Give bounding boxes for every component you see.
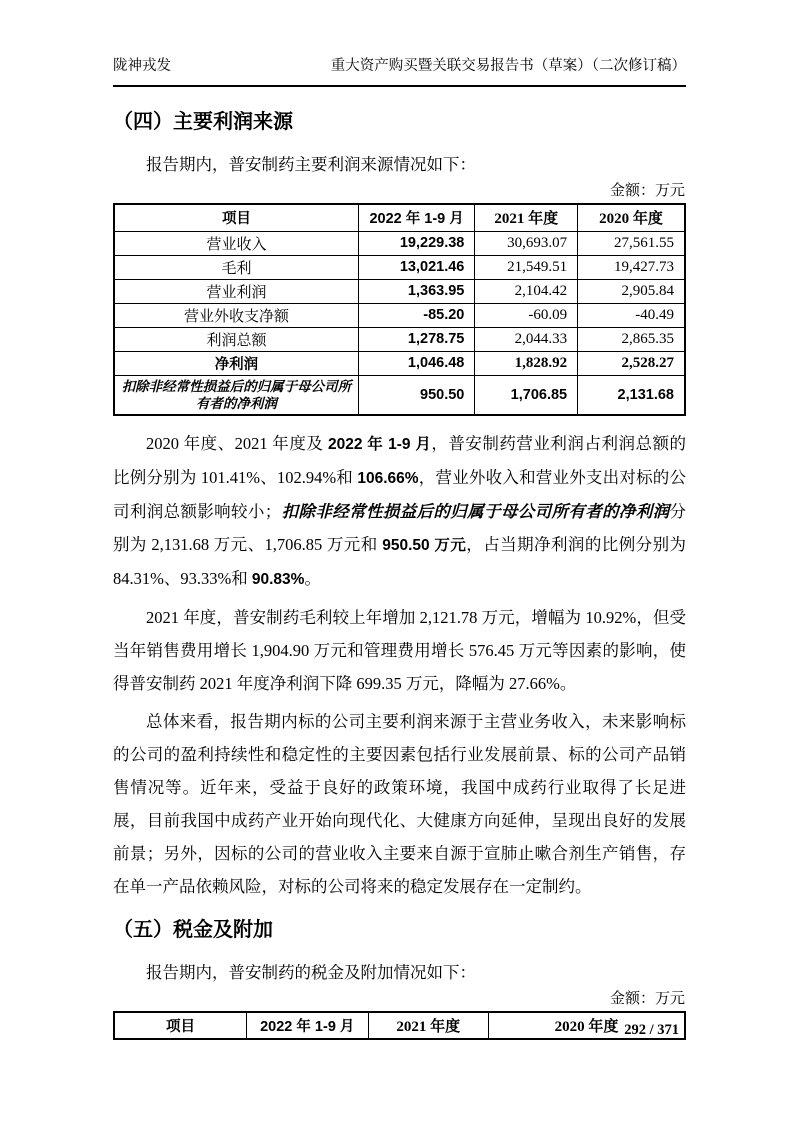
value-2021: 1,706.85	[475, 375, 578, 415]
header-report-title: 重大资产购买暨关联交易报告书（草案）（二次修订稿）	[330, 58, 686, 74]
column-header-2022: 2022 年 1-9 月	[246, 1012, 368, 1039]
profit-intro-text: 报告期内，普安制药主要利润来源情况如下：	[146, 155, 476, 174]
text-run: 分别为 2,131.68 万元、1,706.85 万元和	[113, 501, 687, 554]
row-label: 营业利润	[114, 279, 358, 303]
value-2020: 19,427.73	[578, 255, 685, 279]
row-label: 扣除非经常性损益后的归属于母公司所有者的净利润	[114, 375, 358, 415]
tax-table	[113, 1011, 686, 1040]
table-row	[114, 231, 685, 255]
paragraph-2021-change	[113, 601, 686, 700]
tax-intro-text: 报告期内，普安制药的税金及附加情况如下：	[146, 962, 476, 982]
column-header-2020: 2020 年度	[489, 1012, 685, 1039]
table-row	[114, 303, 685, 327]
value-2021: 30,693.07	[475, 231, 578, 255]
text-run: 106.66%	[357, 469, 419, 487]
column-header-2021: 2021 年度	[475, 204, 578, 231]
value-2021: -60.09	[475, 303, 578, 327]
column-header-2022: 2022 年 1-9 月	[358, 204, 474, 231]
value-2020: 2,905.84	[578, 279, 685, 303]
value-2022: 19,229.38	[358, 231, 474, 255]
value-2022: 1,278.75	[358, 327, 474, 351]
value-2021: 1,828.92	[475, 351, 578, 375]
value-2020: 2,528.27	[578, 351, 685, 375]
table-header-row	[114, 204, 685, 231]
text-run: 950.50 万元	[382, 536, 467, 554]
profit-sources-table	[113, 203, 686, 416]
value-2020: -40.49	[578, 303, 685, 327]
table-row	[114, 375, 685, 415]
row-label: 毛利	[114, 255, 358, 279]
text-run: 总体来看，报告期内标的公司主要利润来源于主营业务收入，未来影响标的公司的盈利持续性和稳定性的主要因素包括行业发展前景、标的公司产品销售情况等。近年来，受益于良好的政策环境，我国中成药行业取得了长足进展，目前我国中成药产业开始向现代化、大健康方向延伸，呈现出良好的发展前景；另外，因标的公司的营业收入主要来自源于宣肺止嗽合剂生产销售，存在单一产品依赖风险，对标的公司将来的稳定发展存在一定制约。	[113, 711, 686, 896]
column-header-item: 项目	[114, 204, 358, 231]
paragraph-overall-summary	[113, 705, 686, 903]
header-company-short-name: 陇神戎发	[113, 58, 171, 74]
row-label: 利润总额	[114, 327, 358, 351]
text-run: 90.83%	[251, 570, 305, 588]
column-header-2021: 2021 年度	[368, 1012, 488, 1039]
analysis-paragraphs	[113, 427, 686, 903]
value-2022: 1,363.95	[358, 279, 474, 303]
value-2022: 1,046.48	[358, 351, 474, 375]
table-row	[114, 255, 685, 279]
value-2021: 21,549.51	[475, 255, 578, 279]
column-header-item: 项目	[114, 1012, 246, 1039]
value-2020: 2,865.35	[578, 327, 685, 351]
value-2022: 13,021.46	[358, 255, 474, 279]
unit-label-tax-table: 金额：万元	[609, 990, 685, 1007]
row-label: 净利润	[114, 351, 358, 375]
value-2020: 27,561.55	[578, 231, 685, 255]
page-header	[113, 46, 686, 87]
value-2021: 2,044.33	[475, 327, 578, 351]
value-2022: -85.20	[358, 303, 474, 327]
table-row	[114, 279, 685, 303]
text-run: 。	[304, 568, 321, 588]
table-row	[114, 327, 685, 351]
text-run: 2021 年度，普安制药毛利较上年增加 2,121.78 万元，增幅为 10.92%，但受当年销售费用增长 1,904.90 万元和管理费用增长 576.45 万元等因素的影响，使得普安制药 2021 年度净利润下降 699.35 万元，降幅为 27.66%。	[113, 607, 686, 693]
text-run: ，普安制药营业利润占利润总额的比例分别为 101.41%、102.94%和	[113, 433, 687, 487]
page-number: 292 / 371	[624, 1022, 679, 1038]
table-header-row	[114, 1012, 685, 1039]
section-title-profit-sources: （四）主要利润来源	[113, 111, 293, 133]
column-header-2020: 2020 年度	[578, 204, 685, 231]
section-title-taxes: （五）税金及附加	[113, 918, 273, 941]
paragraph-profit-ratio	[113, 427, 686, 596]
text-run: ，营业外收入和营业外支出对标的公司利润总额影响较小；	[113, 467, 686, 521]
row-label: 营业外收支净额	[114, 303, 358, 327]
value-2022: 950.50	[358, 375, 474, 415]
text-run: 2022 年 1-9 月	[327, 435, 432, 453]
unit-label-profit-table: 金额：万元	[609, 183, 685, 199]
value-2021: 2,104.42	[475, 279, 578, 303]
table-row	[114, 351, 685, 375]
text-run: 2020 年度、2021 年度及	[146, 433, 328, 453]
text-run: 扣除非经常性损益后的归属于母公司所有者的净利润	[281, 501, 670, 521]
text-run: ，占当期净利润的比例分别为 84.31%、93.33%和	[113, 534, 687, 588]
row-label: 营业收入	[114, 231, 358, 255]
value-2020: 2,131.68	[578, 375, 685, 415]
